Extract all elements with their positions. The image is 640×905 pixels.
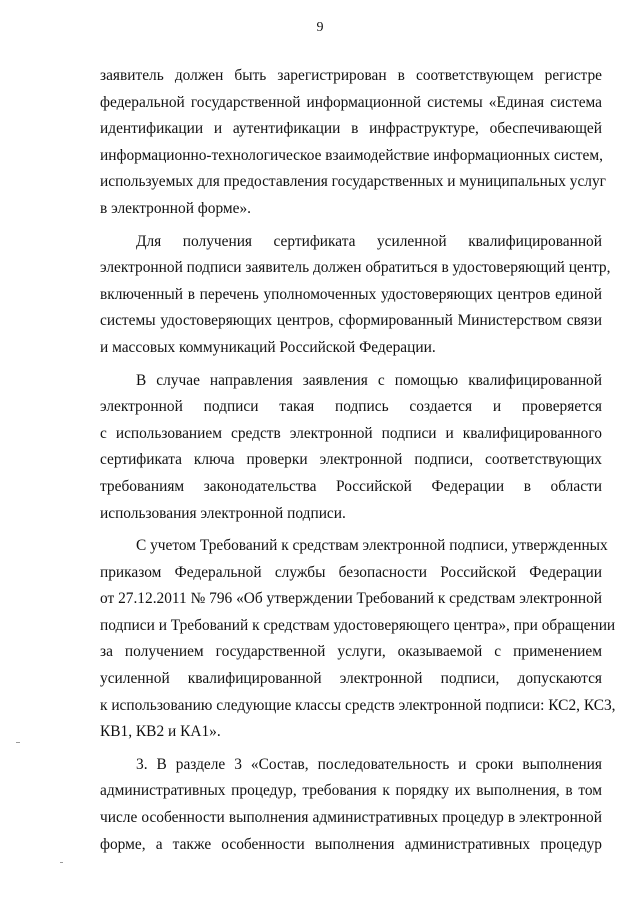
paragraph [100, 229, 611, 362]
document-body [100, 63, 616, 864]
text-line: сертификата ключа проверки электронной подписи, соответствующих [100, 451, 602, 469]
text-line: системы удостоверяющих центров, сформированный Министерством связи [100, 312, 602, 330]
scan-artifact-mark [16, 742, 20, 743]
text-line: заявитель должен быть зарегистрирован в соответствующем регистре [100, 67, 602, 84]
text-line: 3. В разделе 3 «Состав, последовательность и сроки выполнения [136, 755, 602, 773]
text-line: административных процедур, требования к порядку их выполнения, в том [100, 782, 602, 800]
text-line: С учетом Требований к средствам электронной подписи, утвержденных [136, 537, 608, 555]
scan-artifact-mark [60, 862, 63, 863]
paragraph [100, 63, 606, 223]
text-line: подписи и Требований к средствам удостоверяющего центра», при обращении [100, 616, 616, 634]
text-line: Для получения сертификата усиленной квалифицированной [136, 232, 602, 250]
text-line: с использованием средств электронной подписи и квалифицированного [100, 424, 602, 442]
text-line: использования электронной подписи. [100, 504, 346, 522]
text-line: усиленной квалифицированной электронной подписи, допускаются [100, 670, 602, 688]
text-line: за получением государственной услуги, оказываемой с применением [100, 643, 602, 661]
text-line: требованиям законодательства Российской Федерации в области [100, 477, 602, 495]
text-line: числе особенности выполнения административных процедур в электронной [100, 809, 602, 827]
text-line: электронной подписи заявитель должен обратиться в удостоверяющий центр, [100, 259, 611, 277]
paragraph [100, 533, 616, 746]
paragraph [100, 752, 602, 858]
text-line: КВ1, КВ2 и КА1». [100, 723, 221, 741]
text-line: федеральной государственной информационной системы «Единая система [100, 93, 602, 111]
text-line: в электронной форме». [100, 199, 252, 217]
text-line: и массовых коммуникаций Российской Федерации. [100, 338, 436, 356]
paragraph [100, 368, 602, 528]
text-line: форме, а также особенности выполнения административных процедур [100, 835, 602, 853]
text-line: информационно-технологическое взаимодействие информационных систем, [100, 146, 603, 164]
text-line: В случае направления заявления с помощью квалифицированной [136, 371, 602, 389]
text-line: идентификации и аутентификации в инфраструктуре, обеспечивающей [100, 120, 602, 138]
text-line: приказом Федеральной службы безопасности Российской Федерации [100, 563, 602, 581]
text-line: включенный в перечень уполномоченных удостоверяющих центров единой [100, 285, 602, 303]
page-number: 9 [316, 20, 324, 35]
text-line: к использованию следующие классы средств электронной подписи: КС2, КС3, [100, 696, 616, 714]
text-line: электронной подписи такая подпись создается и проверяется [100, 398, 602, 416]
text-line: используемых для предоставления государственных и муниципальных услуг [100, 173, 606, 191]
text-line: от 27.12.2011 № 796 «Об утверждении Требований к средствам электронной [100, 590, 603, 608]
